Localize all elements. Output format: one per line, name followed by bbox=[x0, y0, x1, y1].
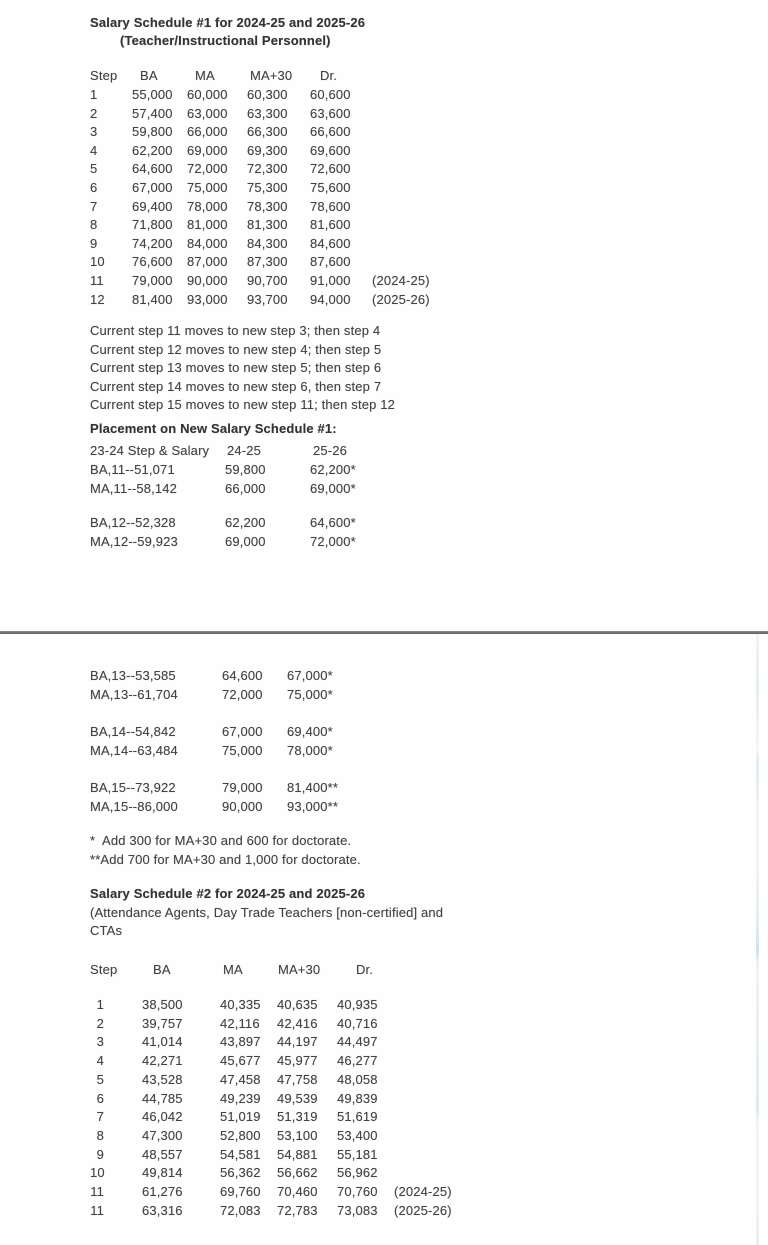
cell-step: 7 bbox=[96, 1109, 104, 1125]
cell-ba: 46,042 bbox=[142, 1109, 183, 1125]
cell-ba: 44,785 bbox=[142, 1090, 183, 1106]
cell-step: 6 bbox=[96, 1090, 104, 1106]
cell-ba: 62,200 bbox=[132, 142, 173, 158]
cell-year-note bbox=[394, 1015, 690, 1034]
col-header-dr: Dr. bbox=[356, 962, 374, 977]
cell-dr: 44,497 bbox=[337, 1034, 378, 1050]
cell-step: 2 bbox=[96, 1015, 104, 1031]
schedule1-subtitle: (Teacher/Instructional Personnel) bbox=[120, 33, 331, 48]
table-row bbox=[90, 1202, 690, 1221]
placement-row bbox=[90, 722, 650, 741]
transition-notes bbox=[90, 322, 650, 415]
schedule2-table bbox=[90, 961, 690, 980]
cell-2425: 64,600 bbox=[222, 668, 263, 683]
table-row bbox=[90, 1090, 690, 1109]
table-row bbox=[90, 1164, 690, 1183]
cell-old-step-salary: MA,14--63,484 bbox=[90, 743, 178, 758]
cell-dr: 66,600 bbox=[310, 124, 351, 140]
table-row bbox=[90, 142, 650, 161]
col-header-ma: MA bbox=[223, 962, 243, 977]
cell-year-note bbox=[372, 86, 650, 105]
cell-ma30: 93,700 bbox=[247, 291, 288, 307]
schedule2-rows bbox=[90, 996, 690, 1220]
cell-ba: 49,814 bbox=[142, 1165, 183, 1181]
table-row bbox=[90, 272, 650, 291]
cell-2425: 59,800 bbox=[225, 462, 266, 477]
col-header-step: Step bbox=[90, 962, 118, 977]
placement-row bbox=[90, 797, 650, 816]
cell-ba: 39,757 bbox=[142, 1015, 183, 1031]
cell-2526: 62,200* bbox=[310, 462, 356, 477]
cell-ma30: 56,662 bbox=[277, 1165, 318, 1181]
cell-old-step-salary: MA,12--59,923 bbox=[90, 534, 178, 549]
cell-dr: 91,000 bbox=[310, 272, 351, 288]
table-row bbox=[90, 86, 650, 105]
cell-year-note bbox=[394, 1146, 690, 1165]
cell-2425: 72,000 bbox=[222, 687, 263, 702]
cell-2526: 69,400* bbox=[287, 724, 333, 739]
cell-ba: 74,200 bbox=[132, 235, 173, 251]
cell-ma: 43,897 bbox=[220, 1034, 261, 1050]
cell-year-note bbox=[372, 253, 650, 272]
note-line: Current step 12 moves to new step 4; then step 5 bbox=[90, 341, 382, 357]
cell-step: 11 bbox=[90, 272, 104, 288]
cell-dr: 49,839 bbox=[337, 1090, 378, 1106]
cell-year-note: (2024-25) bbox=[394, 1184, 452, 1200]
cell-ba: 41,014 bbox=[142, 1034, 183, 1050]
cell-ma: 90,000 bbox=[187, 272, 228, 288]
cell-step: 5 bbox=[90, 161, 98, 177]
placement-group-step12 bbox=[90, 513, 650, 551]
cell-ba: 76,600 bbox=[132, 254, 173, 270]
cell-ba: 71,800 bbox=[132, 217, 173, 233]
cell-dr: 40,935 bbox=[337, 997, 378, 1012]
table-row bbox=[90, 1033, 690, 1052]
col-header-ba: BA bbox=[153, 962, 171, 977]
cell-dr: 72,600 bbox=[310, 161, 351, 177]
col-header-2526: 25-26 bbox=[313, 443, 347, 458]
cell-ma30: 51,319 bbox=[277, 1109, 318, 1125]
col-header-spacer bbox=[372, 67, 650, 86]
cell-ba: 63,316 bbox=[142, 1202, 183, 1218]
cell-ma30: 54,881 bbox=[277, 1146, 318, 1162]
cell-ba: 43,528 bbox=[142, 1071, 183, 1087]
cell-2526: 64,600* bbox=[310, 515, 356, 530]
cell-ma30: 75,300 bbox=[247, 179, 288, 195]
cell-step: 10 bbox=[90, 1165, 105, 1181]
placement-row bbox=[90, 460, 650, 479]
placement-row bbox=[90, 685, 650, 704]
cell-ma30: 69,300 bbox=[247, 142, 288, 158]
table-row bbox=[90, 123, 650, 142]
table-row bbox=[90, 105, 650, 124]
cell-ma: 49,239 bbox=[220, 1090, 261, 1106]
placement-heading: Placement on New Salary Schedule #1: bbox=[90, 421, 337, 436]
cell-dr: 56,962 bbox=[337, 1165, 378, 1181]
cell-ba: 47,300 bbox=[142, 1127, 183, 1143]
placement-group-step11 bbox=[90, 460, 650, 498]
cell-2526: 67,000* bbox=[287, 668, 333, 683]
cell-ma: 40,335 bbox=[220, 997, 261, 1012]
cell-ba: 55,000 bbox=[132, 87, 173, 102]
cell-year-note bbox=[372, 142, 650, 161]
cell-2526: 78,000* bbox=[287, 743, 333, 758]
cell-ma: 63,000 bbox=[187, 105, 228, 121]
cell-2425: 66,000 bbox=[225, 481, 266, 496]
cell-dr: 73,083 bbox=[337, 1202, 378, 1218]
cell-2425: 69,000 bbox=[225, 534, 266, 549]
cell-year-note bbox=[372, 179, 650, 198]
cell-ba: 67,000 bbox=[132, 179, 173, 195]
cell-step: 9 bbox=[90, 235, 98, 251]
cell-ba: 38,500 bbox=[142, 997, 183, 1012]
cell-step: 1 bbox=[96, 997, 104, 1012]
cell-ba: 69,400 bbox=[132, 198, 173, 214]
cell-dr: 60,600 bbox=[310, 87, 351, 102]
cell-step: 6 bbox=[90, 179, 98, 195]
cell-ma30: 53,100 bbox=[277, 1127, 318, 1143]
cell-year-note bbox=[394, 1071, 690, 1090]
note-line: Current step 11 moves to new step 3; then step 4 bbox=[90, 323, 381, 338]
cell-dr: 84,600 bbox=[310, 235, 351, 251]
cell-ma30: 63,300 bbox=[247, 105, 288, 121]
table-row bbox=[90, 1127, 690, 1146]
cell-dr: 48,058 bbox=[337, 1071, 378, 1087]
cell-ma30: 84,300 bbox=[247, 235, 288, 251]
table-row bbox=[90, 1071, 690, 1090]
cell-old-step-salary: BA,13--53,585 bbox=[90, 668, 176, 683]
placement-group-step15 bbox=[90, 778, 650, 816]
cell-year-note bbox=[394, 1090, 690, 1109]
cell-year-note bbox=[394, 1052, 690, 1071]
schedule1-header-row bbox=[90, 67, 650, 86]
cell-old-step-salary: BA,12--52,328 bbox=[90, 515, 176, 530]
cell-step: 12 bbox=[90, 291, 105, 307]
cell-dr: 69,600 bbox=[310, 142, 351, 158]
cell-ma30: 42,416 bbox=[277, 1015, 318, 1031]
cell-ba: 59,800 bbox=[132, 124, 173, 140]
cell-ma: 52,800 bbox=[220, 1127, 261, 1143]
cell-ma30: 66,300 bbox=[247, 124, 288, 140]
cell-ma30: 90,700 bbox=[247, 272, 288, 288]
table-row bbox=[90, 1052, 690, 1071]
cell-step: 11 bbox=[90, 1202, 104, 1218]
cell-ba: 48,557 bbox=[142, 1146, 183, 1162]
cell-ma30: 40,635 bbox=[277, 997, 318, 1012]
cell-ma: 78,000 bbox=[187, 198, 228, 214]
table-row bbox=[90, 1108, 690, 1127]
placement-row bbox=[90, 666, 650, 685]
cell-old-step-salary: MA,13--61,704 bbox=[90, 687, 178, 702]
cell-ma30: 44,197 bbox=[277, 1034, 318, 1050]
cell-year-note bbox=[394, 1127, 690, 1146]
cell-step: 5 bbox=[96, 1071, 104, 1087]
cell-ma: 93,000 bbox=[187, 291, 228, 307]
col-header-ma30: MA+30 bbox=[278, 962, 321, 977]
cell-old-step-salary: BA,15--73,922 bbox=[90, 780, 176, 795]
cell-2425: 90,000 bbox=[222, 799, 263, 814]
cell-year-note bbox=[372, 216, 650, 235]
cell-ba: 81,400 bbox=[132, 291, 173, 307]
cell-ba: 61,276 bbox=[142, 1184, 183, 1200]
footnote-line: **Add 700 for MA+30 and 1,000 for doctorate. bbox=[90, 852, 361, 867]
cell-2526: 93,000** bbox=[287, 799, 339, 814]
cell-year-note bbox=[372, 123, 650, 142]
cell-step: 3 bbox=[90, 124, 98, 140]
table-row bbox=[90, 1015, 690, 1034]
cell-2526: 72,000* bbox=[310, 534, 356, 549]
table-row bbox=[90, 1183, 690, 1202]
table-row bbox=[90, 160, 650, 179]
cell-year-note bbox=[372, 198, 650, 217]
note-line: Current step 13 moves to new step 5; then step 6 bbox=[90, 360, 382, 375]
note-line: Current step 15 moves to new step 11; then step 12 bbox=[90, 397, 395, 412]
placement-header-row bbox=[90, 441, 650, 460]
cell-year-note: (2025-26) bbox=[372, 291, 430, 307]
cell-year-note bbox=[394, 1033, 690, 1052]
footnote-line: * Add 300 for MA+30 and 600 for doctorate. bbox=[90, 833, 352, 848]
cell-year-note: (2024-25) bbox=[372, 272, 430, 288]
cell-step: 4 bbox=[96, 1053, 104, 1069]
cell-ma: 47,458 bbox=[220, 1071, 261, 1087]
scan-edge-artifact bbox=[756, 634, 759, 1245]
cell-ma: 87,000 bbox=[187, 254, 228, 270]
cell-ba: 42,271 bbox=[142, 1053, 183, 1069]
table-row bbox=[90, 291, 650, 310]
cell-ma: 42,116 bbox=[220, 1015, 260, 1031]
cell-ma: 45,677 bbox=[220, 1053, 261, 1069]
cell-ma30: 49,539 bbox=[277, 1090, 318, 1106]
table-row bbox=[90, 198, 650, 217]
schedule1-rows bbox=[90, 86, 650, 309]
schedule1-table bbox=[90, 67, 650, 86]
cell-dr: 51,619 bbox=[337, 1109, 378, 1125]
cell-dr: 81,600 bbox=[310, 217, 351, 233]
cell-step: 4 bbox=[90, 142, 98, 158]
cell-step: 8 bbox=[96, 1127, 104, 1143]
cell-ma: 51,019 bbox=[220, 1109, 261, 1125]
cell-2425: 62,200 bbox=[225, 515, 266, 530]
cell-step: 8 bbox=[90, 217, 98, 233]
cell-year-note bbox=[372, 235, 650, 254]
cell-ba: 79,000 bbox=[132, 272, 173, 288]
placement-group-step14 bbox=[90, 722, 650, 760]
cell-2526: 75,000* bbox=[287, 687, 333, 702]
cell-step: 1 bbox=[90, 87, 98, 102]
cell-old-step-salary: BA,14--54,842 bbox=[90, 724, 176, 739]
cell-step: 11 bbox=[90, 1184, 104, 1200]
cell-ma: 69,000 bbox=[187, 142, 228, 158]
cell-ma30: 72,783 bbox=[277, 1202, 318, 1218]
cell-2425: 67,000 bbox=[222, 724, 263, 739]
cell-dr: 46,277 bbox=[337, 1053, 378, 1069]
cell-ma30: 60,300 bbox=[247, 87, 288, 102]
table-row bbox=[90, 216, 650, 235]
cell-dr: 94,000 bbox=[310, 291, 351, 307]
cell-old-step-salary: BA,11--51,071 bbox=[90, 462, 175, 477]
cell-dr: 78,600 bbox=[310, 198, 351, 214]
cell-2526: 69,000* bbox=[310, 481, 356, 496]
placement-row bbox=[90, 741, 650, 760]
schedule2-subtitle-line2: CTAs bbox=[90, 923, 123, 938]
cell-old-step-salary: MA,15--86,000 bbox=[90, 799, 178, 814]
cell-ma30: 45,977 bbox=[277, 1053, 318, 1069]
cell-dr: 75,600 bbox=[310, 179, 351, 195]
cell-ma30: 47,758 bbox=[277, 1071, 318, 1087]
schedule1-title: Salary Schedule #1 for 2024-25 and 2025-26 bbox=[90, 15, 366, 30]
cell-dr: 55,181 bbox=[337, 1146, 378, 1162]
cell-ma30: 81,300 bbox=[247, 217, 288, 233]
cell-year-note bbox=[394, 1108, 690, 1127]
col-header-spacer bbox=[394, 961, 690, 980]
cell-ma30: 87,300 bbox=[247, 254, 288, 270]
cell-ma: 54,581 bbox=[220, 1146, 261, 1162]
placement-group-step13 bbox=[90, 666, 650, 704]
table-row bbox=[90, 253, 650, 272]
col-header-ba: BA bbox=[140, 68, 158, 83]
cell-dr: 40,716 bbox=[337, 1015, 378, 1031]
cell-ma: 84,000 bbox=[187, 235, 228, 251]
cell-year-note bbox=[394, 1164, 690, 1183]
cell-step: 10 bbox=[90, 254, 105, 270]
placement-row bbox=[90, 532, 650, 551]
placement-row bbox=[90, 778, 650, 797]
cell-ba: 64,600 bbox=[132, 161, 173, 177]
cell-year-note bbox=[372, 105, 650, 124]
schedule2-header-row bbox=[90, 961, 690, 980]
cell-ma: 60,000 bbox=[187, 87, 228, 102]
table-row bbox=[90, 235, 650, 254]
cell-ma: 81,000 bbox=[187, 217, 228, 233]
table-row bbox=[90, 1146, 690, 1165]
cell-dr: 70,760 bbox=[337, 1184, 378, 1200]
cell-ma: 56,362 bbox=[220, 1165, 261, 1181]
schedule2-title: Salary Schedule #2 for 2024-25 and 2025-26 bbox=[90, 886, 366, 901]
cell-dr: 63,600 bbox=[310, 105, 351, 121]
note-line: Current step 14 moves to new step 6, then step 7 bbox=[90, 378, 382, 394]
cell-year-note: (2025-26) bbox=[394, 1202, 452, 1218]
placement-row bbox=[90, 513, 650, 532]
cell-2425: 79,000 bbox=[222, 780, 263, 795]
col-header-ma: MA bbox=[195, 68, 215, 83]
cell-step: 7 bbox=[90, 198, 98, 214]
cell-step: 2 bbox=[90, 105, 98, 121]
cell-old-step-salary: MA,11--58,142 bbox=[90, 481, 177, 496]
cell-ma: 66,000 bbox=[187, 124, 228, 140]
col-header-2425: 24-25 bbox=[227, 443, 261, 458]
col-header-2324-step-salary: 23-24 Step & Salary bbox=[90, 443, 210, 458]
cell-dr: 53,400 bbox=[337, 1127, 378, 1143]
table-row bbox=[90, 996, 690, 1015]
cell-step: 9 bbox=[96, 1146, 104, 1162]
cell-2425: 75,000 bbox=[222, 743, 263, 758]
cell-ma30: 70,460 bbox=[277, 1184, 318, 1200]
schedule2-subtitle-line1: (Attendance Agents, Day Trade Teachers [non-certified] and bbox=[90, 905, 444, 920]
footnotes bbox=[90, 831, 690, 869]
cell-ba: 57,400 bbox=[132, 105, 173, 121]
cell-ma: 69,760 bbox=[220, 1184, 261, 1200]
col-header-dr: Dr. bbox=[320, 68, 338, 83]
cell-ma30: 72,300 bbox=[247, 161, 288, 177]
cell-step: 3 bbox=[96, 1034, 104, 1050]
cell-year-note bbox=[394, 996, 690, 1015]
cell-ma30: 78,300 bbox=[247, 198, 288, 214]
placement-row bbox=[90, 479, 650, 498]
cell-2526: 81,400** bbox=[287, 780, 339, 795]
table-row bbox=[90, 179, 650, 198]
col-header-step: Step bbox=[90, 68, 118, 83]
cell-ma: 72,083 bbox=[220, 1202, 261, 1218]
cell-dr: 87,600 bbox=[310, 254, 351, 270]
cell-ma: 72,000 bbox=[187, 161, 228, 177]
page-divider bbox=[0, 631, 768, 634]
cell-ma: 75,000 bbox=[187, 179, 228, 195]
cell-year-note bbox=[372, 160, 650, 179]
col-header-ma30: MA+30 bbox=[250, 68, 293, 83]
